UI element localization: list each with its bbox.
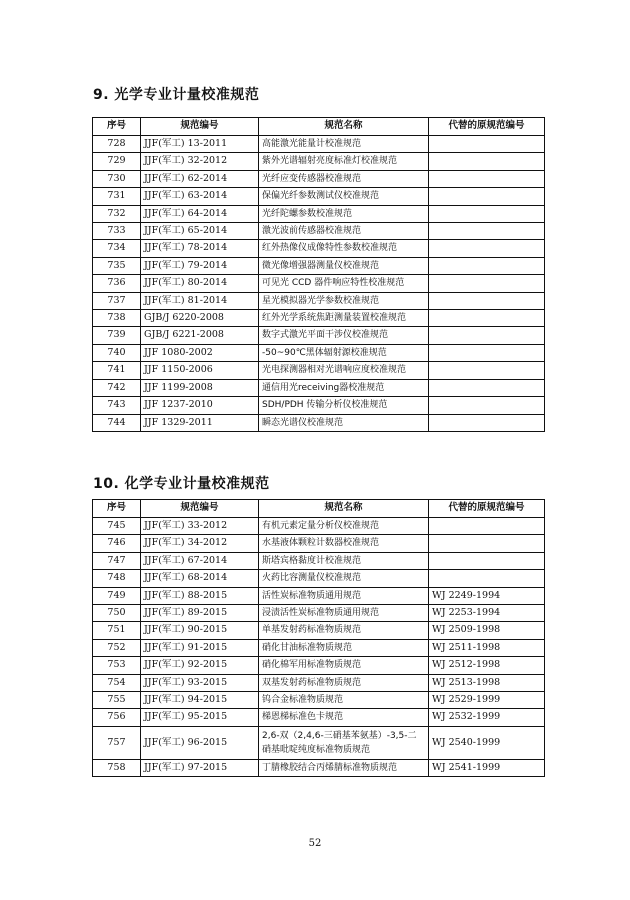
- cell-spec-code: JJF(军工) 34-2012: [141, 535, 259, 552]
- cell-replaced-code: [429, 240, 545, 257]
- cell-spec-code: JJF(军工) 91-2015: [141, 639, 259, 656]
- cell-spec-code: JJF(军工) 97-2015: [141, 759, 259, 776]
- cell-replaced-code: [429, 223, 545, 240]
- table-row: [93, 692, 545, 709]
- cell-replaced-code: [429, 535, 545, 552]
- cell-replaced-code: WJ 2532-1999: [429, 709, 545, 726]
- cell-spec-code: GJB/J 6220-2008: [141, 310, 259, 327]
- cell-spec-name: 微光像增强器测量仪校准规范: [259, 257, 429, 274]
- table-row: [93, 552, 545, 569]
- cell-spec-code: JJF(军工) 79-2014: [141, 257, 259, 274]
- cell-serial: 738: [93, 310, 141, 327]
- cell-spec-name: 光纤陀螺参数校准规范: [259, 205, 429, 222]
- cell-replaced-code: [429, 170, 545, 187]
- table-row: [93, 275, 545, 292]
- cell-spec-code: JJF 1199-2008: [141, 379, 259, 396]
- cell-serial: 733: [93, 223, 141, 240]
- cell-spec-name: 星光模拟器光学参数校准规范: [259, 292, 429, 309]
- cell-spec-name: SDH/PDH 传输分析仪校准规范: [259, 397, 429, 414]
- cell-replaced-code: WJ 2511-1998: [429, 639, 545, 656]
- cell-serial: 757: [93, 726, 141, 759]
- cell-replaced-code: WJ 2253-1994: [429, 605, 545, 622]
- cell-serial: 730: [93, 170, 141, 187]
- cell-spec-code: JJF(军工) 88-2015: [141, 587, 259, 604]
- table-row: [93, 674, 545, 691]
- cell-spec-code: JJF 1080-2002: [141, 344, 259, 361]
- table-row: [93, 726, 545, 759]
- table-row: [93, 622, 545, 639]
- cell-spec-name: 通信用光receiving器校准规范: [259, 379, 429, 396]
- table-row: [93, 188, 545, 205]
- cell-spec-code: JJF(军工) 67-2014: [141, 552, 259, 569]
- chemistry-spec-table: [92, 499, 545, 777]
- cell-spec-name: 保偏光纤参数测试仪校准规范: [259, 188, 429, 205]
- table-row: [93, 240, 545, 257]
- table-row: [93, 657, 545, 674]
- table-row: [93, 205, 545, 222]
- header-name: 规范名称: [259, 500, 429, 518]
- cell-serial: 739: [93, 327, 141, 344]
- header-replaced: 代替的原规范编号: [429, 500, 545, 518]
- cell-serial: 752: [93, 639, 141, 656]
- cell-spec-name: 光电探测器相对光谱响应度校准规范: [259, 362, 429, 379]
- cell-spec-name: 丁腈橡胶结合丙烯腈标准物质规范: [259, 759, 429, 776]
- cell-serial: 728: [93, 136, 141, 153]
- cell-spec-name: 瞬态光谱仪校准规范: [259, 414, 429, 431]
- cell-spec-code: JJF(军工) 65-2014: [141, 223, 259, 240]
- table-row: [93, 170, 545, 187]
- cell-serial: 735: [93, 257, 141, 274]
- cell-spec-name: 紫外光谱辐射亮度标准灯校准规范: [259, 153, 429, 170]
- table-row: [93, 153, 545, 170]
- header-serial: 序号: [93, 118, 141, 136]
- cell-spec-name: 2,6-双（2,4,6-三硝基苯氨基）-3,5-二硝基吡啶纯度标准物质规范: [259, 726, 429, 759]
- cell-spec-code: JJF(军工) 78-2014: [141, 240, 259, 257]
- cell-spec-code: JJF(军工) 90-2015: [141, 622, 259, 639]
- table-row: [93, 570, 545, 587]
- cell-spec-code: JJF(军工) 64-2014: [141, 205, 259, 222]
- cell-serial: 741: [93, 362, 141, 379]
- header-code: 规范编号: [141, 500, 259, 518]
- cell-spec-name: 硝化甘油标准物质规范: [259, 639, 429, 656]
- cell-spec-name: 钨合金标准物质规范: [259, 692, 429, 709]
- cell-spec-name: 激光波前传感器校准规范: [259, 223, 429, 240]
- table-row: [93, 310, 545, 327]
- table-row: [93, 535, 545, 552]
- cell-spec-name: 火药比容测量仪校准规范: [259, 570, 429, 587]
- header-name: 规范名称: [259, 118, 429, 136]
- cell-replaced-code: WJ 2512-1998: [429, 657, 545, 674]
- cell-spec-code: JJF(军工) 33-2012: [141, 518, 259, 535]
- cell-spec-name: 梯恩梯标准色卡规范: [259, 709, 429, 726]
- cell-serial: 750: [93, 605, 141, 622]
- cell-serial: 749: [93, 587, 141, 604]
- cell-serial: 740: [93, 344, 141, 361]
- header-code: 规范编号: [141, 118, 259, 136]
- cell-spec-name: 光纤应变传感器校准规范: [259, 170, 429, 187]
- cell-replaced-code: WJ 2249-1994: [429, 587, 545, 604]
- table-row: [93, 223, 545, 240]
- cell-replaced-code: [429, 379, 545, 396]
- cell-serial: 748: [93, 570, 141, 587]
- header-replaced: 代替的原规范编号: [429, 118, 545, 136]
- cell-spec-name: 有机元素定量分析仪校准规范: [259, 518, 429, 535]
- cell-spec-name: 数字式激光平面干涉仪校准规范: [259, 327, 429, 344]
- cell-replaced-code: WJ 2513-1998: [429, 674, 545, 691]
- cell-spec-code: JJF(军工) 81-2014: [141, 292, 259, 309]
- cell-replaced-code: [429, 518, 545, 535]
- cell-serial: 742: [93, 379, 141, 396]
- cell-replaced-code: [429, 188, 545, 205]
- cell-spec-code: JJF(军工) 92-2015: [141, 657, 259, 674]
- cell-spec-name: 单基发射药标准物质规范: [259, 622, 429, 639]
- table-row: [93, 292, 545, 309]
- cell-replaced-code: [429, 570, 545, 587]
- cell-spec-code: GJB/J 6221-2008: [141, 327, 259, 344]
- cell-spec-code: JJF(军工) 93-2015: [141, 674, 259, 691]
- cell-spec-name: 浸渍活性炭标准物质通用规范: [259, 605, 429, 622]
- cell-spec-name: 双基发射药标准物质规范: [259, 674, 429, 691]
- cell-replaced-code: WJ 2540-1999: [429, 726, 545, 759]
- table-row: [93, 257, 545, 274]
- cell-spec-code: JJF(军工) 89-2015: [141, 605, 259, 622]
- cell-serial: 744: [93, 414, 141, 431]
- header-serial: 序号: [93, 500, 141, 518]
- table-row: [93, 414, 545, 431]
- section-title-optics: 9. 光学专业计量校准规范: [93, 87, 260, 103]
- cell-spec-code: JJF(军工) 94-2015: [141, 692, 259, 709]
- cell-replaced-code: [429, 136, 545, 153]
- cell-replaced-code: [429, 310, 545, 327]
- cell-replaced-code: [429, 397, 545, 414]
- cell-spec-name: -50~90℃黑体辐射源校准规范: [259, 344, 429, 361]
- cell-spec-code: JJF 1329-2011: [141, 414, 259, 431]
- cell-replaced-code: [429, 205, 545, 222]
- cell-spec-name: 硝化棉军用标准物质规范: [259, 657, 429, 674]
- cell-spec-name: 水基液体颗粒计数器校准规范: [259, 535, 429, 552]
- cell-serial: 731: [93, 188, 141, 205]
- table-row: [93, 362, 545, 379]
- cell-serial: 758: [93, 759, 141, 776]
- cell-serial: 732: [93, 205, 141, 222]
- cell-spec-code: JJF(军工) 96-2015: [141, 726, 259, 759]
- cell-spec-code: JJF(军工) 63-2014: [141, 188, 259, 205]
- cell-spec-name: 红外热像仪成像特性参数校准规范: [259, 240, 429, 257]
- cell-serial: 755: [93, 692, 141, 709]
- cell-serial: 745: [93, 518, 141, 535]
- table-row: [93, 379, 545, 396]
- cell-replaced-code: [429, 344, 545, 361]
- cell-spec-code: JJF(军工) 32-2012: [141, 153, 259, 170]
- cell-spec-code: JJF(军工) 80-2014: [141, 275, 259, 292]
- cell-replaced-code: [429, 257, 545, 274]
- cell-serial: 729: [93, 153, 141, 170]
- cell-serial: 743: [93, 397, 141, 414]
- cell-replaced-code: WJ 2541-1999: [429, 759, 545, 776]
- section-title-chemistry: 10. 化学专业计量校准规范: [93, 476, 270, 492]
- cell-serial: 736: [93, 275, 141, 292]
- cell-replaced-code: [429, 327, 545, 344]
- table-row: [93, 605, 545, 622]
- cell-spec-name: 高能激光能量计校准规范: [259, 136, 429, 153]
- table-row: [93, 397, 545, 414]
- cell-replaced-code: [429, 292, 545, 309]
- cell-serial: 756: [93, 709, 141, 726]
- table-row: [93, 759, 545, 776]
- table-row: [93, 136, 545, 153]
- cell-replaced-code: [429, 153, 545, 170]
- cell-serial: 747: [93, 552, 141, 569]
- cell-replaced-code: WJ 2529-1999: [429, 692, 545, 709]
- table-row: [93, 344, 545, 361]
- cell-spec-name: 红外光学系统焦距测量装置校准规范: [259, 310, 429, 327]
- table-row: [93, 518, 545, 535]
- cell-serial: 753: [93, 657, 141, 674]
- cell-spec-code: JJF 1237-2010: [141, 397, 259, 414]
- cell-replaced-code: WJ 2509-1998: [429, 622, 545, 639]
- cell-spec-code: JJF(军工) 95-2015: [141, 709, 259, 726]
- table-header-row: [93, 500, 545, 518]
- table-row: [93, 327, 545, 344]
- cell-spec-code: JJF(军工) 68-2014: [141, 570, 259, 587]
- cell-serial: 754: [93, 674, 141, 691]
- cell-spec-name: 活性炭标准物质通用规范: [259, 587, 429, 604]
- cell-spec-name: 可见光 CCD 器件响应特性校准规范: [259, 275, 429, 292]
- table-row: [93, 587, 545, 604]
- cell-replaced-code: [429, 414, 545, 431]
- page-number: 52: [308, 838, 322, 849]
- cell-replaced-code: [429, 362, 545, 379]
- cell-serial: 737: [93, 292, 141, 309]
- cell-serial: 746: [93, 535, 141, 552]
- cell-replaced-code: [429, 552, 545, 569]
- optics-spec-table: [92, 117, 545, 432]
- cell-serial: 734: [93, 240, 141, 257]
- cell-replaced-code: [429, 275, 545, 292]
- table-header-row: [93, 118, 545, 136]
- cell-serial: 751: [93, 622, 141, 639]
- table-row: [93, 639, 545, 656]
- table-row: [93, 709, 545, 726]
- cell-spec-code: JJF(军工) 62-2014: [141, 170, 259, 187]
- cell-spec-code: JJF 1150-2006: [141, 362, 259, 379]
- cell-spec-code: JJF(军工) 13-2011: [141, 136, 259, 153]
- cell-spec-name: 斯塔宾格黏度计校准规范: [259, 552, 429, 569]
